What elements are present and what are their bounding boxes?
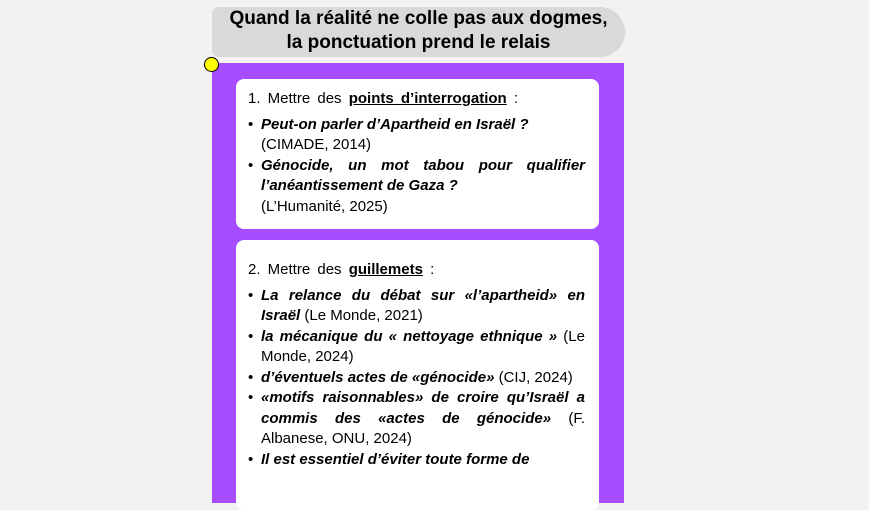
list-item [248,156,585,218]
list-item [248,388,585,450]
title-banner [212,7,625,57]
section1-suffix: : [506,90,519,107]
section2-number: 2. Mettre des [248,261,349,278]
section2-suffix: : [422,261,435,278]
card-interrogation [236,79,599,229]
yellow-handle[interactable] [204,57,219,72]
list-item [248,368,585,389]
item-source: (CIJ, 2024) [494,368,573,386]
item-source: (F. Albanese, ONU, 2024) [261,409,585,447]
item-source: (Le Monde, 2024) [261,327,585,365]
item-quote: La relance du débat sur «l’apartheid» en Israël [261,286,585,324]
item-source: (CIMADE, 2014) [261,136,372,153]
list-item [248,450,585,471]
list-item [248,286,585,327]
item-source: (L’Humanité, 2025) [261,197,388,215]
item-quote: Génocide, un mot tabou pour qualifier l’anéantissement de Gaza ? [261,156,585,194]
item-quote: la mécanique du « nettoyage ethnique » [261,327,558,345]
title-line-1: Quand la réalité ne colle pas aux dogmes, [229,8,608,29]
item-quote: «motifs raisonnables» de croire qu’Israël a commis des «actes de génocide» [261,389,585,427]
item-quote: Peut-on parler d’Apartheid en Israël ? [261,115,529,133]
section1-heading [248,89,585,110]
item-quote: d’éventuels actes de «génocide» [261,368,495,386]
section1-number: 1. Mettre des [248,90,349,107]
item-source: (Le Monde, 2021) [300,307,423,324]
list-item [248,327,585,368]
section2-list [248,286,585,471]
section2-keyword: guillemets [348,261,423,278]
section1-list [248,115,585,218]
item-quote: Il est essentiel d’éviter toute forme de [261,450,530,468]
section1-keyword: points d’interrogation [348,90,507,107]
section2-heading [248,260,585,281]
title-line-2: la ponctuation prend le relais [286,32,551,53]
list-item [248,115,585,156]
card-guillemets [236,240,599,510]
